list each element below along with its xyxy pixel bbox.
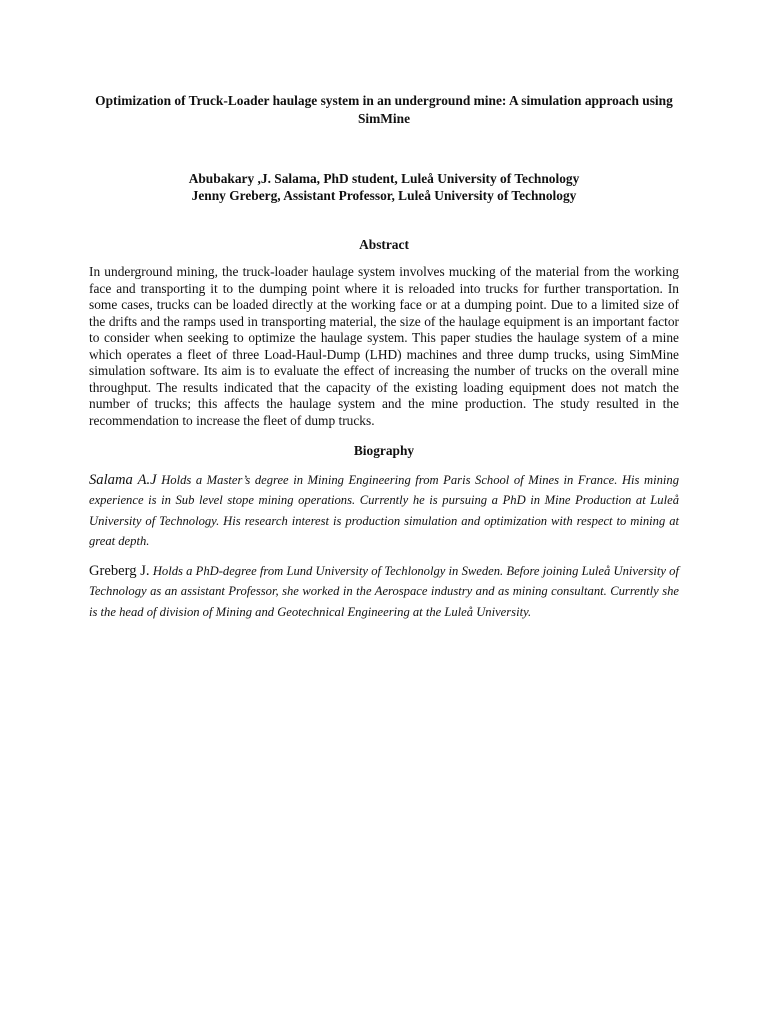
biography-name: Greberg J.	[89, 563, 150, 579]
biography-name: Salama A.J	[89, 472, 157, 488]
biography-text: Holds a PhD-degree from Lund University of Techlonolgy in Sweden. Before joining Luleå University of Technology as an assistant Professor, she worked in the Aerospace industry and as mining consultant. Currently she is the head of division of Mining and Geotechnical Engineering at the Luleå University.	[89, 564, 679, 619]
author-line: Jenny Greberg, Assistant Professor, Luleå University of Technology	[191, 188, 577, 203]
author-line: Abubakary ,J. Salama, PhD student, Luleå University of Technology	[188, 171, 580, 186]
biography-entry	[89, 561, 679, 622]
abstract-heading: Abstract	[359, 237, 409, 252]
abstract-body: In underground mining, the truck-loader haulage system involves mucking of the material from the working face and transporting it to the dumping point where it is reloaded into trucks for further transportation. In some cases, trucks can be loaded directly at the working face or at a dumping point. Due to a limited size of the drifts and the ramps used in transporting material, the size of the haulage equipment is an important factor to consider when seeking to optimize the haulage system. This paper studies the haulage system of a mine which operates a fleet of three Load-Haul-Dump (LHD) machines and three dump trucks, using SimMine simulation software. Its aim is to evaluate the effect of increasing the number of trucks on the overall mine throughput. The results indicated that the capacity of the existing loading equipment does not match the number of trucks; this affects the haulage system and the mine production. The study resulted in the recommendation to increase the fleet of dump trucks.	[89, 264, 679, 428]
biography-entry	[89, 470, 679, 551]
biography-heading: Biography	[353, 443, 415, 458]
author-list	[90, 170, 678, 204]
biography-text: Holds a Master’s degree in Mining Engineering from Paris School of Mines in France. His mining experience is in Sub level stope mining operations. Currently he is pursuing a PhD in Mine Production at Luleå University of Technology. His research interest is production simulation and optimization with respect to mining at great depth.	[89, 473, 679, 548]
paper-title: Optimization of Truck-Loader haulage system in an underground mine: A simulation approach using SimMine	[95, 93, 673, 126]
